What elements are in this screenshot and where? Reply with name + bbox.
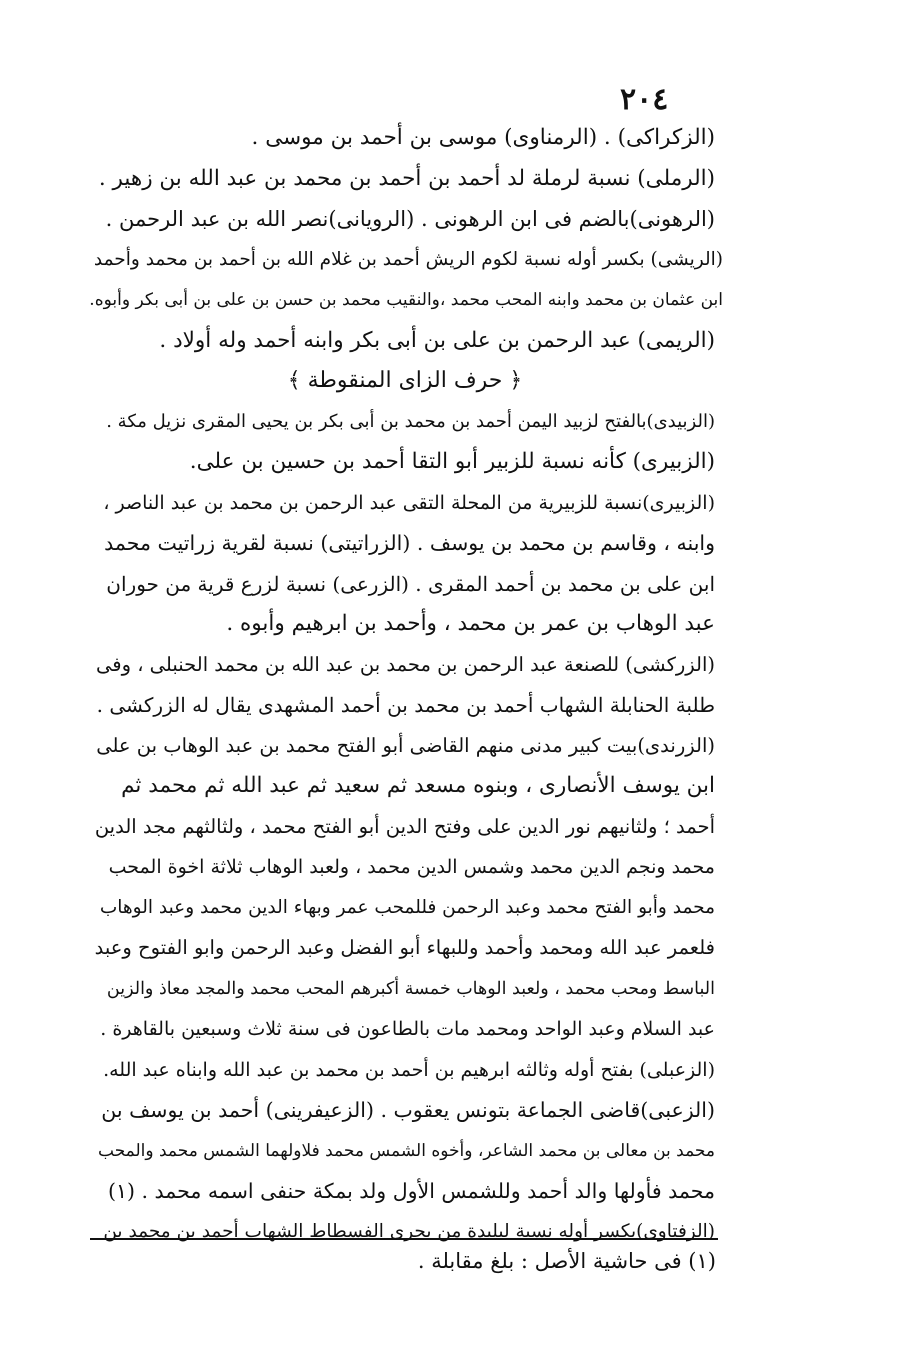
text-line: محمد فأولها والد أحمد وللشمس الأول ولد بمكة حنفى اسمه محمد . (١) bbox=[107, 1179, 715, 1203]
text-line: (الزرندى)بيت كبير مدنى منهم القاضى أبو الفتح محمد بن عبد الوهاب بن على bbox=[96, 733, 715, 757]
text-line: (الريشى) بكسر أوله نسبة لكوم الريش أحمد بن غلام الله بن أحمد بن محمد وأحمد bbox=[93, 248, 723, 270]
footnote: (١) فى حاشية الأصل : بلغ مقابلة . bbox=[417, 1249, 716, 1273]
text-line: وابنه ، وقاسم بن محمد بن يوسف . (الزراتيتى) نسبة لقرية زراتيت محمد bbox=[104, 531, 715, 555]
text-line: (الريمى) عبد الرحمن بن على بن أبى بكر وابنه أحمد وله أولاد . bbox=[159, 327, 715, 353]
text-line: (الزبيرى) كأنه نسبة للزبير أبو التقا أحمد بن حسين بن على. bbox=[189, 449, 715, 474]
page-number: ٢٠٤ bbox=[620, 82, 669, 117]
text-line: (الرملى) نسبة لرملة لد أحمد بن أحمد بن محمد بن عبد الله بن زهير . bbox=[98, 165, 715, 191]
text-line: (الزعبى)قاضى الجماعة بتونس يعقوب . (الزعيفرينى) أحمد بن يوسف بن bbox=[101, 1098, 715, 1122]
text-line: (الزبيدى)بالفتح لزبيد اليمن أحمد بن محمد بن أبى بكر بن يحيى المقرى نزيل مكة . bbox=[106, 410, 715, 432]
text-line: أحمد ؛ ولثانيهم نور الدين على وفتح الدين أبو الفتح محمد ، ولثالثهم مجد الدين bbox=[95, 814, 715, 838]
text-line: محمد وأبو الفتح محمد وعبد الرحمن فللمحب عمر وبهاء الدين محمد وعبد الوهاب bbox=[99, 896, 715, 918]
text-line: (الزركشى) للصنعة عبد الرحمن بن محمد بن عبد الله بن محمد الحنبلى ، وفى bbox=[96, 652, 715, 676]
text-line: (الزبيرى)نسبة للزبيرية من المحلة التقى عبد الرحمن بن محمد بن عبد الناصر ، bbox=[103, 491, 715, 514]
text-line: (الزكراكى) . (الرمناوى) موسى بن أحمد بن موسى . bbox=[251, 125, 715, 150]
text-line: (الرهونى)بالضم فى ابن الرهونى . (الرويانى)نصر الله بن عبد الرحمن . bbox=[105, 207, 715, 231]
section-heading: ﴿ حرف الزاى المنقوطة ﴾ bbox=[287, 368, 523, 393]
text-line: عبد السلام وعبد الواحد ومحمد مات بالطاعون فى سنة ثلاث وسبعين بالقاهرة . bbox=[100, 1018, 715, 1040]
footnote-divider bbox=[90, 1238, 718, 1240]
text-line: محمد بن معالى بن محمد الشاعر، وأخوه الشمس محمد فلاولهما الشمس محمد والمحب bbox=[98, 1140, 715, 1161]
text-line: ابن عثمان بن محمد وابنه المحب محمد ،والنقيب محمد بن حسن بن على بن أبى بكر وأبوه. bbox=[89, 290, 723, 310]
text-line: ابن يوسف الأنصارى ، وبنوه مسعد ثم سعيد ثم عبد الله ثم محمد ثم bbox=[121, 773, 715, 798]
text-line: عبد الوهاب بن عمر بن محمد ، وأحمد بن ابرهيم وأبوه . bbox=[226, 611, 715, 636]
text-line: ابن على بن محمد بن أحمد المقرى . (الزرعى) نسبة لزرع قرية من حوران bbox=[106, 571, 715, 596]
text-line: (الزعبلى) بفتح أوله وثالثه ابرهيم بن أحمد بن محمد بن عبد الله وابناه عبد الله. bbox=[103, 1058, 715, 1081]
text-line: محمد ونجم الدين محمد وشمس الدين محمد ، ولعبد الوهاب ثلاثة اخوة المحب bbox=[108, 856, 715, 878]
main-text bbox=[89, 118, 723, 1252]
text-line: فلعمر عبد الله ومحمد وأحمد وللبهاء أبو الفضل وعبد الرحمن وابو الفتوح وعبد bbox=[95, 936, 715, 959]
text-line: طلبة الحنابلة الشهاب أحمد بن محمد بن أحمد المشهدى يقال له الزركشى . bbox=[96, 693, 715, 717]
text-line: الباسط ومحب محمد ، ولعبد الوهاب خمسة أكبرهم المحب محمد والمجد معاذ والزين bbox=[106, 978, 715, 999]
text-line: (الزفتاوى)بكسر أوله نسبة لبليدة من بحرى الفسطاط الشهاب أحمد بن محمد بن bbox=[103, 1220, 715, 1242]
